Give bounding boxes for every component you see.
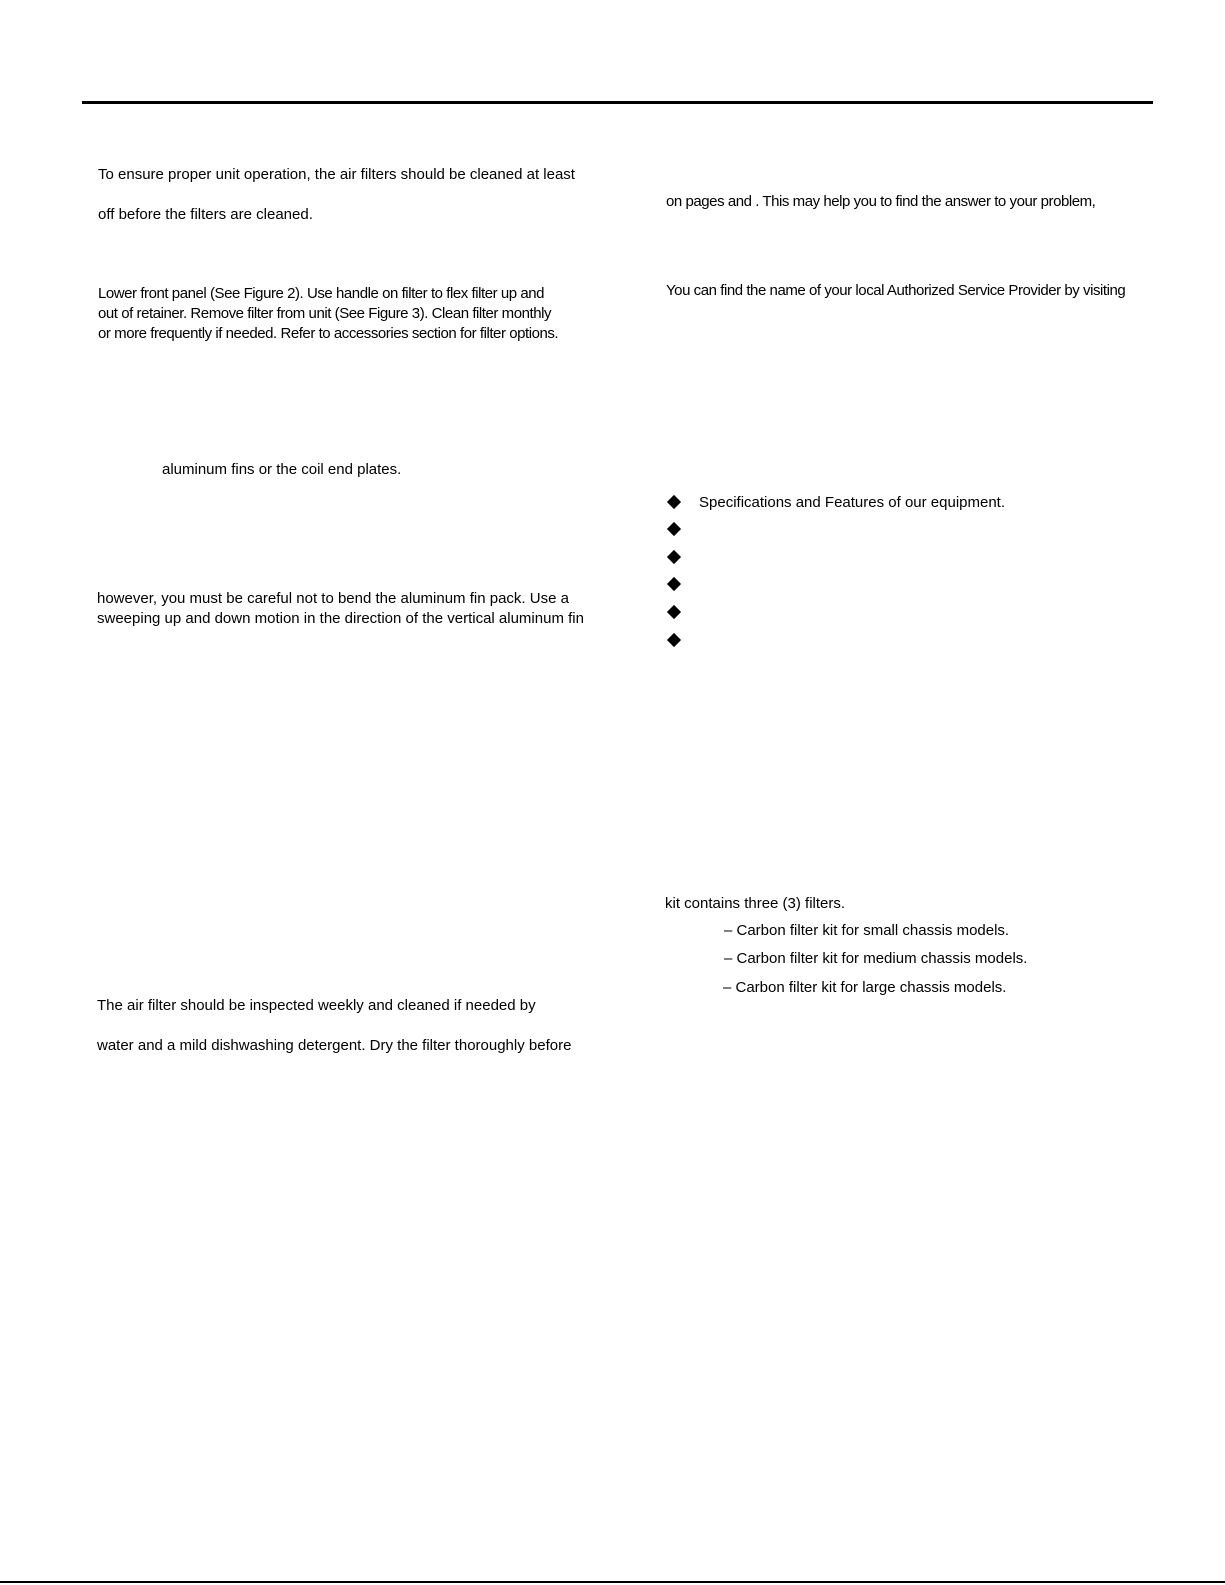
troubleshooting-line: on pages and . This may help you to find the answer to your problem,	[666, 193, 1096, 210]
filter-removal-line-2: out of retainer. Remove filter from unit (See Figure 3). Clean filter monthly	[98, 305, 552, 322]
diamond-bullet-icon	[667, 577, 681, 591]
header-rule	[82, 101, 1153, 104]
filter-removal-line-3: or more frequently if needed. Refer to accessories section for filter options.	[98, 325, 559, 342]
diamond-bullet-icon	[667, 495, 681, 509]
coil-note-line: aluminum fins or the coil end plates.	[162, 461, 402, 478]
filter-removal-line-1: Lower front panel (See Figure 2). Use handle on filter to flex filter up and	[98, 285, 545, 302]
filter-intro-line-1: To ensure proper unit operation, the air filters should be cleaned at least	[98, 166, 575, 183]
diamond-bullet-icon	[667, 550, 681, 564]
coil-cleaning-line-1: however, you must be careful not to bend the aluminum fin pack. Use a	[97, 590, 569, 607]
coil-cleaning-line-2: sweeping up and down motion in the direction of the vertical aluminum fin	[97, 610, 584, 627]
accessories-kit-line: kit contains three (3) filters.	[665, 895, 846, 912]
service-provider-line: You can find the name of your local Authorized Service Provider by visiting	[666, 282, 1126, 299]
filter-inspection-line-1: The air filter should be inspected weekly and cleaned if needed by	[97, 997, 536, 1014]
filter-inspection-line-2: water and a mild dishwashing detergent. Dry the filter thoroughly before	[97, 1037, 572, 1054]
filter-intro-line-2: off before the filters are cleaned.	[98, 206, 313, 223]
diamond-bullet-icon	[667, 522, 681, 536]
diamond-bullet-icon	[667, 633, 681, 647]
footer-rule	[0, 1581, 1225, 1583]
accessory-item-small: – Carbon filter kit for small chassis models.	[724, 922, 1010, 939]
accessory-item-large: – Carbon filter kit for large chassis models.	[723, 979, 1007, 996]
accessory-item-medium: – Carbon filter kit for medium chassis models.	[724, 950, 1028, 967]
bullet-text: Specifications and Features of our equipment.	[699, 494, 1006, 511]
diamond-bullet-icon	[667, 605, 681, 619]
